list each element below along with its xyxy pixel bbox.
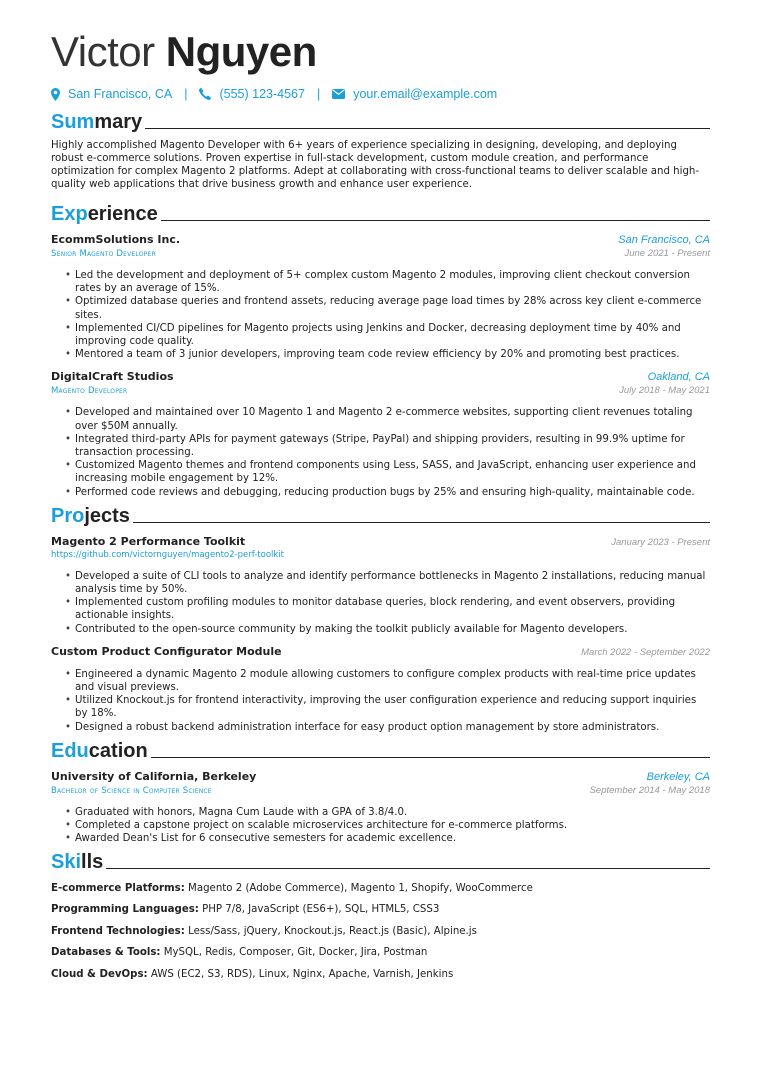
- education-bullets: [51, 806, 710, 846]
- company-name: DigitalCraft Studios: [51, 370, 174, 384]
- list-item: • Graduated with honors, Magna Cum Laude with a GPA of 3.8/4.0.: [65, 806, 710, 819]
- list-item: • Mentored a team of 3 junior developers, improving team code review efficiency by 20% and promoting best practices.: [65, 348, 710, 361]
- skill-label: Cloud & DevOps:: [51, 968, 148, 980]
- list-item: • Performed code reviews and debugging, reducing production bugs by 25% and ensuring high-quality, maintainable code.: [65, 486, 710, 499]
- list-item: • Contributed to the open-source community by making the toolkit publicly available for Magento developers.: [65, 623, 710, 636]
- contact-bar: [51, 87, 710, 101]
- project-bullets: [51, 668, 710, 734]
- skill-value: Magento 2 (Adobe Commerce), Magento 1, Shopify, WooCommerce: [188, 882, 533, 894]
- last-name: Nguyen: [165, 28, 317, 75]
- school-location: Berkeley, CA: [646, 770, 710, 783]
- first-name: Victor: [51, 28, 155, 75]
- list-item: • Led the development and deployment of 5+ complex custom Magento 2 modules, improving client checkout conversion rates by an average of 15%.: [65, 269, 710, 295]
- resume-page: [51, 30, 710, 981]
- company-name: EcommSolutions Inc.: [51, 233, 181, 246]
- list-item: • Implemented custom profiling modules to monitor database queries, block rendering, and event observers, providing actionable insights.: [65, 596, 710, 622]
- title-accent: Exp: [51, 203, 88, 225]
- project-name: Magento 2 Performance Toolkit: [51, 534, 246, 548]
- section-rule: [133, 522, 710, 523]
- title-rest: mary: [94, 111, 143, 133]
- projects-heading: [51, 505, 710, 527]
- skill-row: [51, 946, 710, 959]
- section-title: [51, 203, 158, 225]
- project-dates: March 2022 - September 2022: [581, 646, 710, 658]
- project-link[interactable]: https://github.com/victornguyen/magento2-perf-toolkit: [51, 549, 285, 560]
- email-text: your.email@example.com: [353, 87, 498, 101]
- skill-value: MySQL, Redis, Composer, Git, Docker, Jira, Postman: [163, 947, 428, 959]
- job-bullets: [51, 406, 710, 498]
- envelope-icon: [332, 89, 345, 99]
- phone-icon: [199, 88, 211, 100]
- job-dates: June 2021 - Present: [624, 248, 710, 259]
- title-accent: Sum: [51, 111, 95, 133]
- job-entry: [51, 233, 710, 361]
- contact-phone[interactable]: [199, 87, 304, 101]
- skill-row: [51, 882, 710, 895]
- project-name: Custom Product Configurator Module: [51, 644, 282, 658]
- skill-value: PHP 7/8, JavaScript (ES6+), SQL, HTML5, CSS3: [202, 904, 440, 916]
- job-location: Oakland, CA: [647, 371, 710, 384]
- list-item: • Completed a capstone project on scalable microservices architecture for e-commerce platforms.: [65, 819, 710, 832]
- contact-location: [51, 87, 172, 101]
- list-item: • Integrated third-party APIs for payment gateways (Stripe, PayPal) and shipping providers, resulting in 99.9% uptime for transaction processing.: [65, 433, 710, 459]
- location-text: San Francisco, CA: [68, 87, 173, 101]
- skill-row: [51, 903, 710, 916]
- phone-text: (555) 123-4567: [219, 87, 305, 101]
- section-rule: [151, 757, 710, 758]
- title-accent: Edu: [51, 739, 89, 762]
- title-accent: Pro: [51, 504, 85, 527]
- summary-heading: [51, 111, 710, 133]
- list-item: • Designed a robust backend administration interface for easy product option management by store administrators.: [65, 721, 710, 734]
- job-dates: July 2018 - May 2021: [619, 385, 710, 397]
- list-item: • Customized Magento themes and frontend components using Less, SASS, and JavaScript, enhancing user experience and increasing mobile engagement by 12%.: [65, 459, 710, 485]
- candidate-name: [51, 30, 710, 74]
- list-item: • Awarded Dean's List for 6 consecutive semesters for academic excellence.: [65, 832, 710, 845]
- skill-label: E-commerce Platforms:: [51, 882, 185, 894]
- list-item: • Utilized Knockout.js for frontend interactivity, improving the user configuration experience and reducing support inquiries by 18%.: [65, 694, 710, 720]
- project-entry: [51, 645, 710, 734]
- contact-email[interactable]: [332, 87, 497, 101]
- job-location: San Francisco, CA: [618, 234, 710, 246]
- skills-list: [51, 882, 710, 981]
- skill-row: [51, 968, 710, 981]
- job-bullets: [51, 269, 710, 361]
- contact-separator: |: [184, 87, 188, 101]
- job-entry: [51, 370, 710, 498]
- list-item: • Optimized database queries and frontend assets, reducing average page load times by 28% across key client e-commerce sites.: [65, 295, 710, 321]
- title-rest: lls: [81, 851, 104, 874]
- skill-label: Databases & Tools:: [51, 947, 161, 959]
- school-name: University of California, Berkeley: [51, 769, 257, 783]
- title-accent: Ski: [51, 851, 82, 874]
- skill-value: Less/Sass, jQuery, Knockout.js, React.js (Basic), Alpine.js: [188, 925, 477, 937]
- section-title: [51, 851, 103, 873]
- degree: Bachelor of Science in Computer Science: [51, 785, 212, 796]
- skill-row: [51, 925, 710, 938]
- project-dates: January 2023 - Present: [611, 536, 710, 548]
- section-rule: [161, 220, 710, 221]
- education-heading: [51, 740, 710, 762]
- job-role: Magento Developer: [51, 386, 128, 397]
- skill-label: Programming Languages:: [51, 904, 199, 916]
- skill-label: Frontend Technologies:: [51, 925, 185, 937]
- list-item: • Developed and maintained over 10 Magento 1 and Magento 2 e-commerce websites, supporting client revenues totaling over $50M annually.: [65, 406, 710, 432]
- map-pin-icon: [51, 88, 60, 101]
- skills-heading: [51, 851, 710, 873]
- section-title: [51, 111, 142, 133]
- experience-heading: [51, 203, 710, 225]
- project-bullets: [51, 570, 710, 636]
- project-entry: [51, 535, 710, 636]
- contact-separator: |: [316, 87, 321, 101]
- section-title: [51, 505, 130, 527]
- section-rule: [145, 128, 710, 129]
- title-rest: cation: [88, 739, 148, 762]
- education-entry: [51, 770, 710, 846]
- skill-value: AWS (EC2, S3, RDS), Linux, Nginx, Apache, Varnish, Jenkins: [150, 968, 454, 980]
- education-dates: September 2014 - May 2018: [589, 784, 710, 796]
- section-rule: [106, 868, 710, 869]
- summary-text: Highly accomplished Magento Developer with 6+ years of experience specializing in designing, developing, and deploying robust e-commerce solutions. Proven expertise in full-stack development, custom module creation, and performance optimization for complex Magento 2 platforms. Adept at collaborating with cross-functional teams to deliver scalable and high-quality web applications that drive business growth and enhance user experience.: [51, 140, 700, 190]
- job-role: Senior Magento Developer: [51, 249, 156, 259]
- list-item: • Engineered a dynamic Magento 2 module allowing customers to configure complex products with real-time price updates and visual previews.: [65, 668, 710, 694]
- list-item: • Implemented CI/CD pipelines for Magento projects using Jenkins and Docker, decreasing deployment time by 40% and improving code quality.: [65, 322, 710, 348]
- title-rest: erience: [87, 203, 158, 225]
- section-title: [51, 740, 148, 762]
- list-item: • Developed a suite of CLI tools to analyze and identify performance bottlenecks in Magento 2 installations, reducing manual analysis time by 50%.: [65, 570, 710, 596]
- title-rest: jects: [84, 504, 130, 527]
